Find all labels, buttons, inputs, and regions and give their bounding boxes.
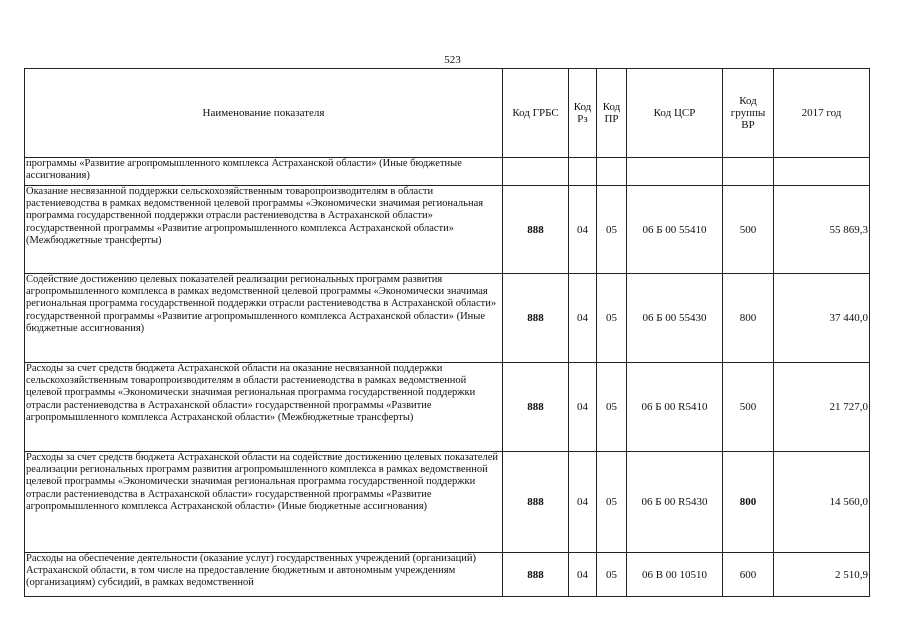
row-grbs: 888 [503, 274, 569, 363]
row-amount [774, 158, 870, 186]
header-csr: Код ЦСР [627, 69, 723, 158]
row-rz: 04 [569, 553, 597, 597]
row-name: Оказание несвязанной поддержки сельскохозяйственным товаропроизводителям в области растениеводства в рамках ведомственной целевой программы «Экономически значимая региональная программа государственной поддержки отрасли растениеводства в Астраханской области» государственной программы «Развитие агропромышленного комплекса Астраханской области» (Межбюджетные трансферты) [25, 186, 503, 274]
row-name: Расходы за счет средств бюджета Астраханской области на оказание несвязанной поддержки сельскохозяйственным товаропроизводителям в области растениеводства в рамках ведомственной целевой программы «Экономически значимая региональная программа государственной поддержки отрасли растениеводства в Астраханской области» государственной программы «Развитие агропромышленного комплекса Астраханской области» (Межбюджетные трансферты) [25, 363, 503, 452]
row-pr: 05 [597, 186, 627, 274]
row-csr: 06 Б 00 55430 [627, 274, 723, 363]
row-amount: 21 727,0 [774, 363, 870, 452]
row-pr [597, 158, 627, 186]
header-rz: Код Рз [569, 69, 597, 158]
row-vr: 800 [723, 452, 774, 553]
row-pr: 05 [597, 553, 627, 597]
row-csr [627, 158, 723, 186]
row-grbs: 888 [503, 452, 569, 553]
row-rz: 04 [569, 363, 597, 452]
row-name: Расходы за счет средств бюджета Астраханской области на содействие достижению целевых показателей реализации региональных программ развития агропромышленного комплекса в рамках ведомственной целевой программы «Экономически значимая региональная программа государственной поддержки отрасли растениеводства в Астраханской области» государственной программы «Развитие агропромышленного комплекса Астраханской области» (Иные бюджетные ассигнования) [25, 452, 503, 553]
row-pr: 05 [597, 274, 627, 363]
table-row [25, 553, 870, 597]
row-csr: 06 Б 00 R5410 [627, 363, 723, 452]
row-rz: 04 [569, 274, 597, 363]
row-csr: 06 В 00 10510 [627, 553, 723, 597]
row-vr: 800 [723, 274, 774, 363]
table-row [25, 274, 870, 363]
row-amount: 14 560,0 [774, 452, 870, 553]
header-name: Наименование показателя [25, 69, 503, 158]
row-vr: 600 [723, 553, 774, 597]
row-grbs: 888 [503, 553, 569, 597]
row-vr: 500 [723, 186, 774, 274]
budget-table [24, 68, 870, 597]
row-rz: 04 [569, 452, 597, 553]
row-rz: 04 [569, 186, 597, 274]
row-csr: 06 Б 00 R5430 [627, 452, 723, 553]
row-csr: 06 Б 00 55410 [627, 186, 723, 274]
header-year: 2017 год [774, 69, 870, 158]
header-vr: Код группы ВР [723, 69, 774, 158]
row-rz [569, 158, 597, 186]
row-grbs: 888 [503, 363, 569, 452]
row-name: программы «Развитие агропромышленного комплекса Астраханской области» (Иные бюджетные ассигнования) [25, 158, 503, 186]
table-row [25, 158, 870, 186]
header-grbs: Код ГРБС [503, 69, 569, 158]
row-amount: 37 440,0 [774, 274, 870, 363]
row-name: Содействие достижению целевых показателей реализации региональных программ развития агропромышленного комплекса в рамках ведомственной целевой программы «Экономически значимая региональная программа государственной поддержки отрасли растениеводства в Астраханской области» государственной программы «Развитие агропромышленного комплекса Астраханской области» (Иные бюджетные ассигнования) [25, 274, 503, 363]
table-row [25, 363, 870, 452]
row-pr: 05 [597, 452, 627, 553]
row-grbs: 888 [503, 186, 569, 274]
header-row [25, 69, 870, 158]
row-vr: 500 [723, 363, 774, 452]
row-grbs [503, 158, 569, 186]
header-pr: Код ПР [597, 69, 627, 158]
row-pr: 05 [597, 363, 627, 452]
table-row [25, 186, 870, 274]
row-name: Расходы на обеспечение деятельности (оказание услуг) государственных учреждений (организаций) Астраханской области, в том числе на предоставление бюджетным и автономным учреждениям (организациям) субсидий, в рамках ведомственной [25, 553, 503, 597]
row-amount: 2 510,9 [774, 553, 870, 597]
row-vr [723, 158, 774, 186]
row-amount: 55 869,3 [774, 186, 870, 274]
page-number: 523 [444, 54, 461, 66]
table-row [25, 452, 870, 553]
